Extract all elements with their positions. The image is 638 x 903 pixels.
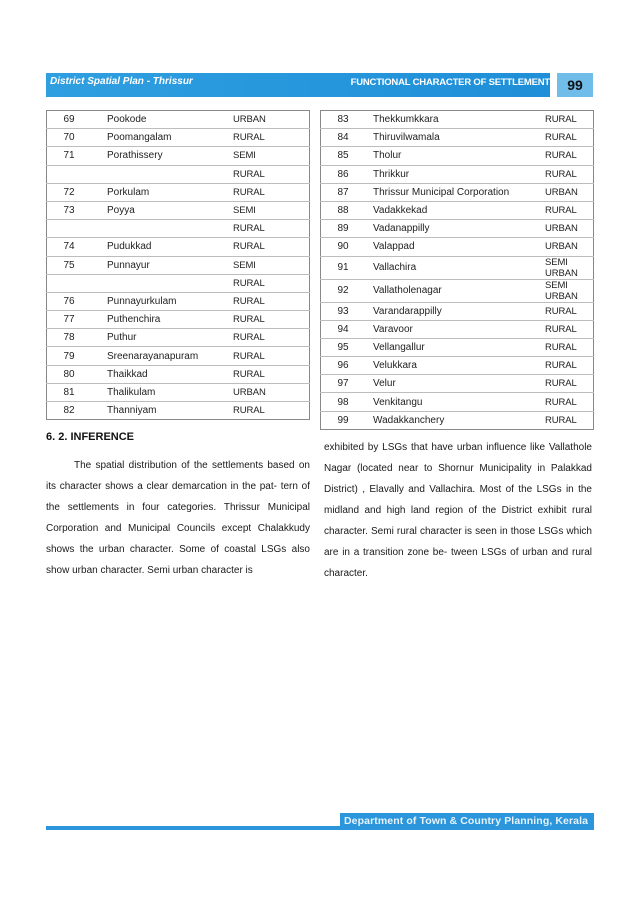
table-row xyxy=(321,147,594,165)
settlement-type: RURAL xyxy=(233,402,310,420)
lsg-name xyxy=(91,220,233,238)
settlement-type: RURAL xyxy=(233,274,310,292)
row-number: 81 xyxy=(47,383,92,401)
settlement-type: SEMI URBAN xyxy=(523,256,594,279)
table-row xyxy=(321,411,594,429)
settlement-type: URBAN xyxy=(523,238,594,256)
lsg-name: Sreenarayanapuram xyxy=(91,347,233,365)
settlement-type: RURAL xyxy=(523,411,594,429)
table-row xyxy=(47,292,310,310)
row-number: 89 xyxy=(321,220,366,238)
lsg-name: Wadakkanchery xyxy=(365,411,523,429)
lsg-name xyxy=(91,274,233,292)
settlement-type: RURAL xyxy=(523,320,594,338)
lsg-name: Thrissur Municipal Corporation xyxy=(365,183,523,201)
settlement-type: URBAN xyxy=(523,220,594,238)
settlement-type: RURAL xyxy=(523,375,594,393)
document-title: District Spatial Plan - Thrissur xyxy=(50,76,193,87)
lsg-name: Vadanappilly xyxy=(365,220,523,238)
table-row xyxy=(47,383,310,401)
table-row xyxy=(321,111,594,129)
page-number-box xyxy=(557,73,593,97)
settlement-type: RURAL xyxy=(233,220,310,238)
row-number xyxy=(47,274,92,292)
chapter-title: FUNCTIONAL CHARACTER OF SETTLEMENT xyxy=(350,77,550,88)
table-row xyxy=(47,147,310,165)
lsg-name: Venkitangu xyxy=(365,393,523,411)
table-row xyxy=(321,338,594,356)
settlement-type: RURAL xyxy=(523,393,594,411)
settlement-type: RURAL xyxy=(523,111,594,129)
row-number: 94 xyxy=(321,320,366,338)
row-number xyxy=(47,165,92,183)
lsg-name: Pudukkad xyxy=(91,238,233,256)
settlement-type: RURAL xyxy=(233,311,310,329)
lsg-name: Thiruvilwamala xyxy=(365,129,523,147)
row-number: 78 xyxy=(47,329,92,347)
row-number: 71 xyxy=(47,147,92,165)
lsg-name: Thrikkur xyxy=(365,165,523,183)
table-row xyxy=(47,274,310,292)
settlement-table-right xyxy=(320,110,594,430)
table-row xyxy=(321,201,594,219)
settlement-type: RURAL xyxy=(233,183,310,201)
table-row xyxy=(321,357,594,375)
table-row xyxy=(47,111,310,129)
lsg-name: Valappad xyxy=(365,238,523,256)
row-number: 90 xyxy=(321,238,366,256)
table-row xyxy=(47,256,310,274)
table-row xyxy=(47,165,310,183)
settlement-type: RURAL xyxy=(233,292,310,310)
row-number: 87 xyxy=(321,183,366,201)
row-number: 86 xyxy=(321,165,366,183)
table-row xyxy=(47,129,310,147)
settlement-type: SEMI xyxy=(233,147,310,165)
section-heading: 6. 2. INFERENCE xyxy=(46,431,135,443)
lsg-name: Punnayur xyxy=(91,256,233,274)
inference-paragraph-right: exhibited by LSGs that have urban influence like Vallathole Nagar (located near to Shornur Municipality in Palakkad District) , Elavally and Vallachira. Most of the LSGs in the midland and high land region of the District exhibit rural character. Semi rural character is seen in those LSGs which are in a transition zone be- tween LSGs of urban and rural character. xyxy=(324,442,592,579)
table-row xyxy=(47,238,310,256)
row-number: 85 xyxy=(321,147,366,165)
lsg-name: Porathissery xyxy=(91,147,233,165)
table-row xyxy=(47,365,310,383)
table-row xyxy=(47,311,310,329)
settlement-type: URBAN xyxy=(233,111,310,129)
row-number: 92 xyxy=(321,279,366,302)
lsg-name: Thaikkad xyxy=(91,365,233,383)
lsg-name: Vallatholenagar xyxy=(365,279,523,302)
table-row xyxy=(321,256,594,279)
lsg-name: Puthenchira xyxy=(91,311,233,329)
table-row xyxy=(47,183,310,201)
settlement-type: SEMI xyxy=(233,256,310,274)
lsg-name: Thalikulam xyxy=(91,383,233,401)
settlement-type: RURAL xyxy=(233,129,310,147)
lsg-name: Velur xyxy=(365,375,523,393)
table-row xyxy=(321,320,594,338)
table-row xyxy=(47,402,310,420)
page-number: 99 xyxy=(567,77,583,93)
table-row xyxy=(321,183,594,201)
settlement-type: RURAL xyxy=(523,302,594,320)
lsg-name: Tholur xyxy=(365,147,523,165)
row-number: 96 xyxy=(321,357,366,375)
table-row xyxy=(321,129,594,147)
settlement-type: RURAL xyxy=(233,165,310,183)
row-number xyxy=(47,220,92,238)
settlement-type: RURAL xyxy=(523,165,594,183)
settlement-type: RURAL xyxy=(233,347,310,365)
table-row xyxy=(321,220,594,238)
table-row xyxy=(321,238,594,256)
row-number: 79 xyxy=(47,347,92,365)
settlement-table-left xyxy=(46,110,310,420)
table-row xyxy=(321,279,594,302)
row-number: 97 xyxy=(321,375,366,393)
row-number: 88 xyxy=(321,201,366,219)
row-number: 83 xyxy=(321,111,366,129)
row-number: 99 xyxy=(321,411,366,429)
lsg-name: Porkulam xyxy=(91,183,233,201)
lsg-name: Poyya xyxy=(91,201,233,219)
table-row xyxy=(321,302,594,320)
lsg-name: Vallachira xyxy=(365,256,523,279)
table-row xyxy=(321,375,594,393)
row-number: 72 xyxy=(47,183,92,201)
settlement-type: URBAN xyxy=(233,383,310,401)
lsg-name: Pookode xyxy=(91,111,233,129)
footer-department: Department of Town & Country Planning, Kerala xyxy=(344,815,589,827)
row-number: 69 xyxy=(47,111,92,129)
row-number: 75 xyxy=(47,256,92,274)
row-number: 73 xyxy=(47,201,92,219)
lsg-name: Puthur xyxy=(91,329,233,347)
row-number: 91 xyxy=(321,256,366,279)
settlement-type: RURAL xyxy=(523,357,594,375)
table-row xyxy=(321,393,594,411)
row-number: 74 xyxy=(47,238,92,256)
lsg-name: Punnayurkulam xyxy=(91,292,233,310)
settlement-type: RURAL xyxy=(233,238,310,256)
settlement-type: RURAL xyxy=(523,129,594,147)
lsg-name: Thekkumkkara xyxy=(365,111,523,129)
row-number: 76 xyxy=(47,292,92,310)
lsg-name: Velukkara xyxy=(365,357,523,375)
settlement-type: URBAN xyxy=(523,183,594,201)
lsg-name xyxy=(91,165,233,183)
row-number: 70 xyxy=(47,129,92,147)
table-row xyxy=(47,201,310,219)
row-number: 84 xyxy=(321,129,366,147)
settlement-type: RURAL xyxy=(233,329,310,347)
lsg-name: Poomangalam xyxy=(91,129,233,147)
row-number: 80 xyxy=(47,365,92,383)
lsg-name: Varandarappilly xyxy=(365,302,523,320)
settlement-type: SEMI xyxy=(233,201,310,219)
table-row xyxy=(47,347,310,365)
table-row xyxy=(47,329,310,347)
settlement-type: RURAL xyxy=(523,338,594,356)
lsg-name: Vellangallur xyxy=(365,338,523,356)
row-number: 93 xyxy=(321,302,366,320)
lsg-name: Varavoor xyxy=(365,320,523,338)
settlement-type: RURAL xyxy=(523,147,594,165)
row-number: 98 xyxy=(321,393,366,411)
inference-paragraph-left: The spatial distribution of the settlements based on its character shows a clear demarcation in the pat- tern of the settlements in four categories. Thrissur Municipal Corporation and Municipal Councils except Chalakkudy shows the urban character. Some of coastal LSGs also show urban character. Semi urban character is xyxy=(46,460,310,576)
table-row xyxy=(47,220,310,238)
row-number: 95 xyxy=(321,338,366,356)
row-number: 77 xyxy=(47,311,92,329)
lsg-name: Thanniyam xyxy=(91,402,233,420)
row-number: 82 xyxy=(47,402,92,420)
settlement-type: SEMI URBAN xyxy=(523,279,594,302)
settlement-type: RURAL xyxy=(523,201,594,219)
settlement-type: RURAL xyxy=(233,365,310,383)
lsg-name: Vadakkekad xyxy=(365,201,523,219)
table-row xyxy=(321,165,594,183)
